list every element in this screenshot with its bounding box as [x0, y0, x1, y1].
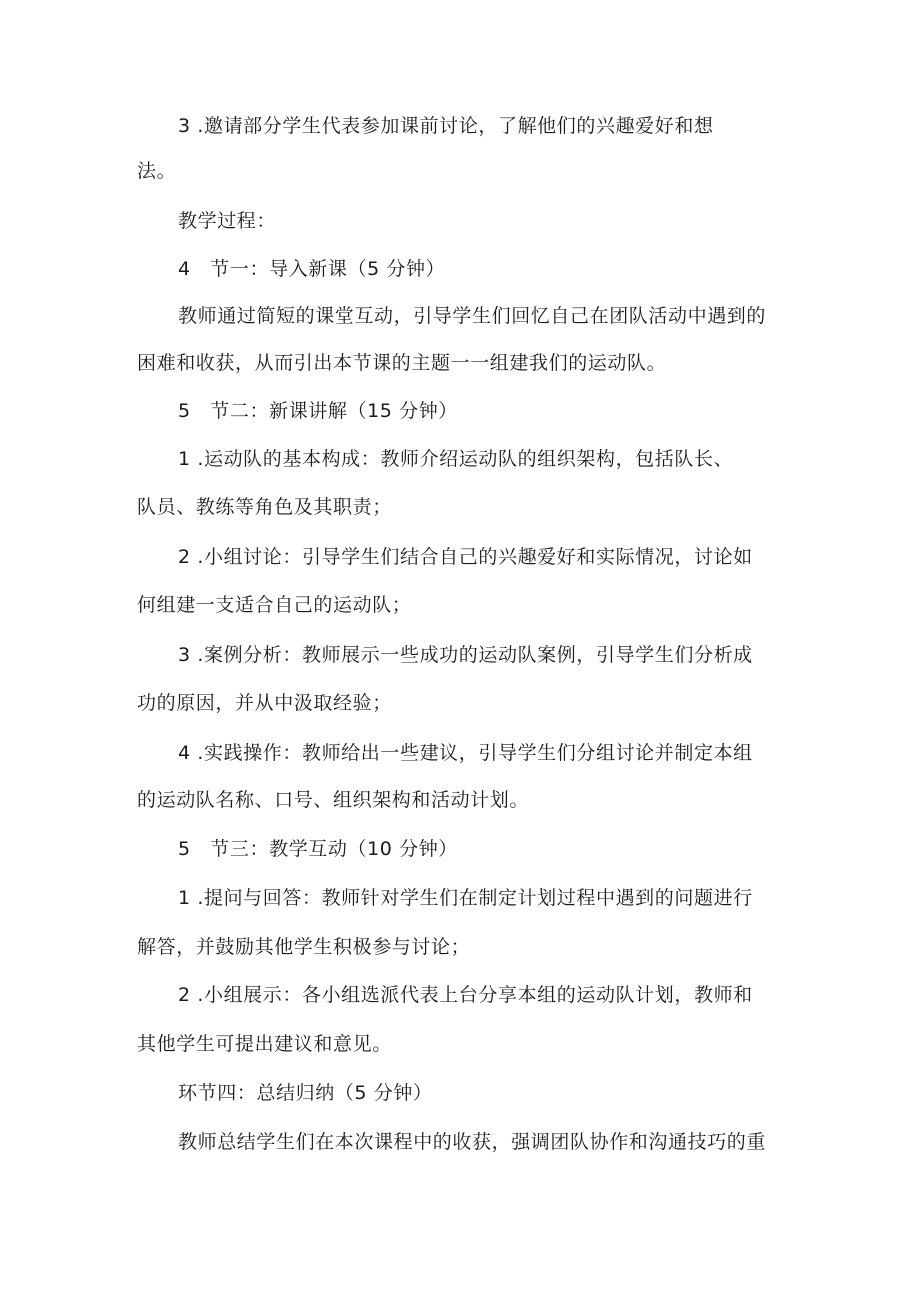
list-item-line: 的运动队名称、口号、组织架构和活动计划。 [137, 789, 530, 811]
paragraph-line: 困难和收获，从而引出本节课的主题一一组建我们的运动队。 [137, 352, 667, 374]
list-item-line: 其他学生可提出建议和意见。 [137, 1033, 392, 1055]
list-item-line: 2 .小组讨论：引导学生们结合自己的兴趣爱好和实际情况，讨论如 [178, 546, 753, 568]
paragraph-line: 教师通过简短的课堂互动，引导学生们回忆自己在团队活动中遇到的 [178, 305, 767, 327]
section-heading: 环节四：总结归纳（5 分钟） [178, 1082, 433, 1104]
paragraph-line: 法。 [137, 160, 177, 182]
section-heading: 5 节三：教学互动（10 分钟） [178, 838, 458, 860]
list-item-line: 功的原因，并从中汲取经验； [137, 692, 392, 714]
list-item-line: 1 .运动队的基本构成：教师介绍运动队的组织架构，包括队长、 [178, 448, 734, 470]
list-item-line: 解答，并鼓励其他学生积极参与讨论； [137, 936, 471, 958]
paragraph-line: 教师总结学生们在本次课程中的收获，强调团队协作和沟通技巧的重 [178, 1131, 767, 1153]
section-heading: 教学过程： [178, 210, 277, 232]
list-item-line: 1 .提问与回答：教师针对学生们在制定计划过程中遇到的问题进行 [178, 887, 753, 909]
section-heading: 4 节一：导入新课（5 分钟） [178, 258, 446, 280]
section-heading: 5 节二：新课讲解（15 分钟） [178, 400, 458, 422]
list-item-line: 何组建一支适合自己的运动队； [137, 594, 412, 616]
list-item-line: 3 .案例分析：教师展示一些成功的运动队案例，引导学生们分析成 [178, 644, 753, 666]
list-item-line: 4 .实践操作：教师给出一些建议，引导学生们分组讨论并制定本组 [178, 742, 753, 764]
list-item-line: 队员、教练等角色及其职责； [137, 496, 392, 518]
paragraph-line: 3 .邀请部分学生代表参加课前讨论，了解他们的兴趣爱好和想 [178, 115, 714, 137]
list-item-line: 2 .小组展示：各小组选派代表上台分享本组的运动队计划，教师和 [178, 984, 753, 1006]
